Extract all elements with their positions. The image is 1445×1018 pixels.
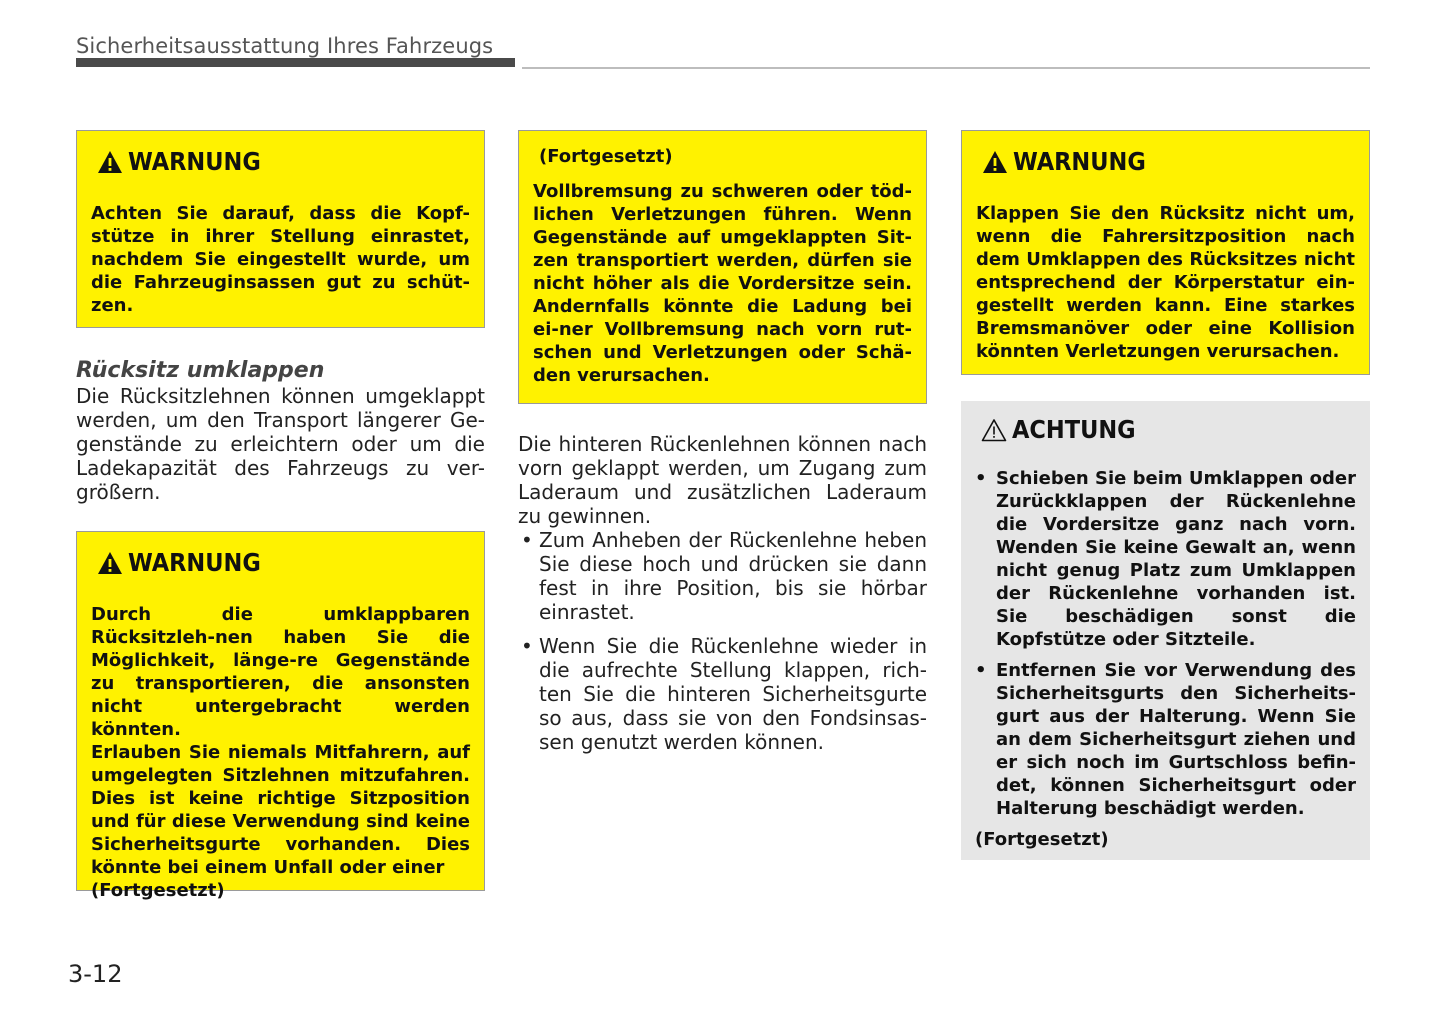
- warning-triangle-icon: [97, 150, 123, 174]
- continued-label: (Fortgesetzt): [91, 880, 225, 901]
- page-number: 3-12: [68, 960, 123, 988]
- section-title: Rücksitz umklappen: [76, 358, 325, 383]
- warning-triangle-icon: [982, 150, 1008, 174]
- page-header-title: Sicherheitsausstattung Ihres Fahrzeugs: [76, 34, 494, 58]
- caution-item: • Entfernen Sie vor Verwendung des Sicherheitsgurts den Sicherheits-gurt aus der Halterung. Wenn Sie an dem Sicherheitsgurt ziehen und er sich noch im Gurtschloss befin-det, können Sicherheitsgurt oder Halterung beschädigt werden.: [975, 660, 1356, 819]
- warning-text: Klappen Sie den Rücksitz nicht um, wenn die Fahrersitzposition nach dem Umklappen des Rücksitzes nicht entsprechend der Körperstatur ein-gestellt werden kann. Eine starkes Bremsmanöver oder eine Kollision könnten Verletzungen verursachen.: [976, 203, 1355, 362]
- bullet-dot: •: [521, 634, 533, 658]
- warning-title: WARNUNG: [97, 548, 470, 578]
- caution-item: • Schieben Sie beim Umklappen oder Zurückklappen der Rückenlehne die Vordersitze ganz nach vorn. Wenden Sie keine Gewalt an, wenn nicht genug Platz zum Umklappen der Rückenlehne vorhanden ist. Sie beschädigen sonst die Kopfstütze oder Sitzteile.: [975, 468, 1356, 650]
- caution-box: [961, 401, 1370, 860]
- bullet-dot: •: [975, 660, 987, 681]
- warning-box-passengers: [76, 531, 485, 901]
- intro-text: Die hinteren Rückenlehnen können nach vorn geklappt werden, um Zugang zum Laderaum und zusätzlichen Laderaum zu gewinnen.: [518, 432, 927, 528]
- continued-label: (Fortgesetzt): [539, 146, 673, 167]
- bullet-item: • Zum Anheben der Rückenlehne heben Sie diese hoch und drücken sie dann fest in ihre Position, bis sie hörbar einrastet.: [521, 528, 927, 624]
- warning-box-continued: [518, 130, 927, 404]
- warning-triangle-icon: [97, 551, 123, 575]
- warning-box-headrest: [76, 130, 485, 328]
- warning-text-1: Durch die umklappbaren Rücksitzleh-nen haben Sie die Möglichkeit, länge-re Gegenstände zu transportieren, die ansonsten nicht untergebracht werden könnten.: [91, 604, 470, 740]
- warning-title: WARNUNG: [982, 147, 1355, 177]
- caution-triangle-icon: [981, 418, 1007, 442]
- column-middle: [518, 130, 927, 754]
- warning-box-driver-seat: [961, 130, 1370, 375]
- bullet-dot: •: [975, 468, 987, 489]
- header-rule-dark: [76, 58, 515, 67]
- column-right: [961, 130, 1370, 860]
- section-fold-rear-seat: [76, 358, 485, 504]
- section-text: Die Rücksitzlehnen können umgeklappt werden, um den Transport längerer Ge-genstände zu erleichtern oder um die Ladekapazität des Fahrzeugs zu ver-größern.: [76, 384, 485, 504]
- continued-label: (Fortgesetzt): [975, 829, 1109, 850]
- caution-list: [975, 467, 1356, 820]
- bullet-item: • Wenn Sie die Rückenlehne wieder in die aufrechte Stellung klappen, rich-ten Sie die hinteren Sicherheitsgurte so aus, dass sie von den Fondsinsas-sen genutzt werden können.: [521, 634, 927, 754]
- warning-title: WARNUNG: [97, 147, 470, 177]
- caution-title: ACHTUNG: [981, 415, 1356, 445]
- header-rule-light: [522, 67, 1370, 69]
- warning-text: Vollbremsung zu schweren oder töd-lichen Verletzungen führen. Wenn Gegenstände auf umgeklappten Sit-zen transportiert werden, dürfen sie nicht höher als die Vordersitze sein. Andernfalls könnte die Ladung bei ei-ner Vollbremsung nach vorn rut-schen und Verletzungen oder Schä-den verursachen.: [533, 181, 912, 386]
- bullet-dot: •: [521, 528, 533, 552]
- column-left: [76, 130, 485, 901]
- warning-text: Achten Sie darauf, dass die Kopf-stütze in ihrer Stellung einrastet, nachdem Sie eingestellt wurde, um die Fahrzeuginsassen gut zu schüt-zen.: [91, 203, 470, 316]
- warning-text-2: Erlauben Sie niemals Mitfahrern, auf umgelegten Sitzlehnen mitzufahren. Dies ist keine richtige Sitzposition und für diese Verwendung sind keine Sicherheitsgurte vorhanden. Dies könnte bei einem Unfall oder einer: [91, 742, 470, 878]
